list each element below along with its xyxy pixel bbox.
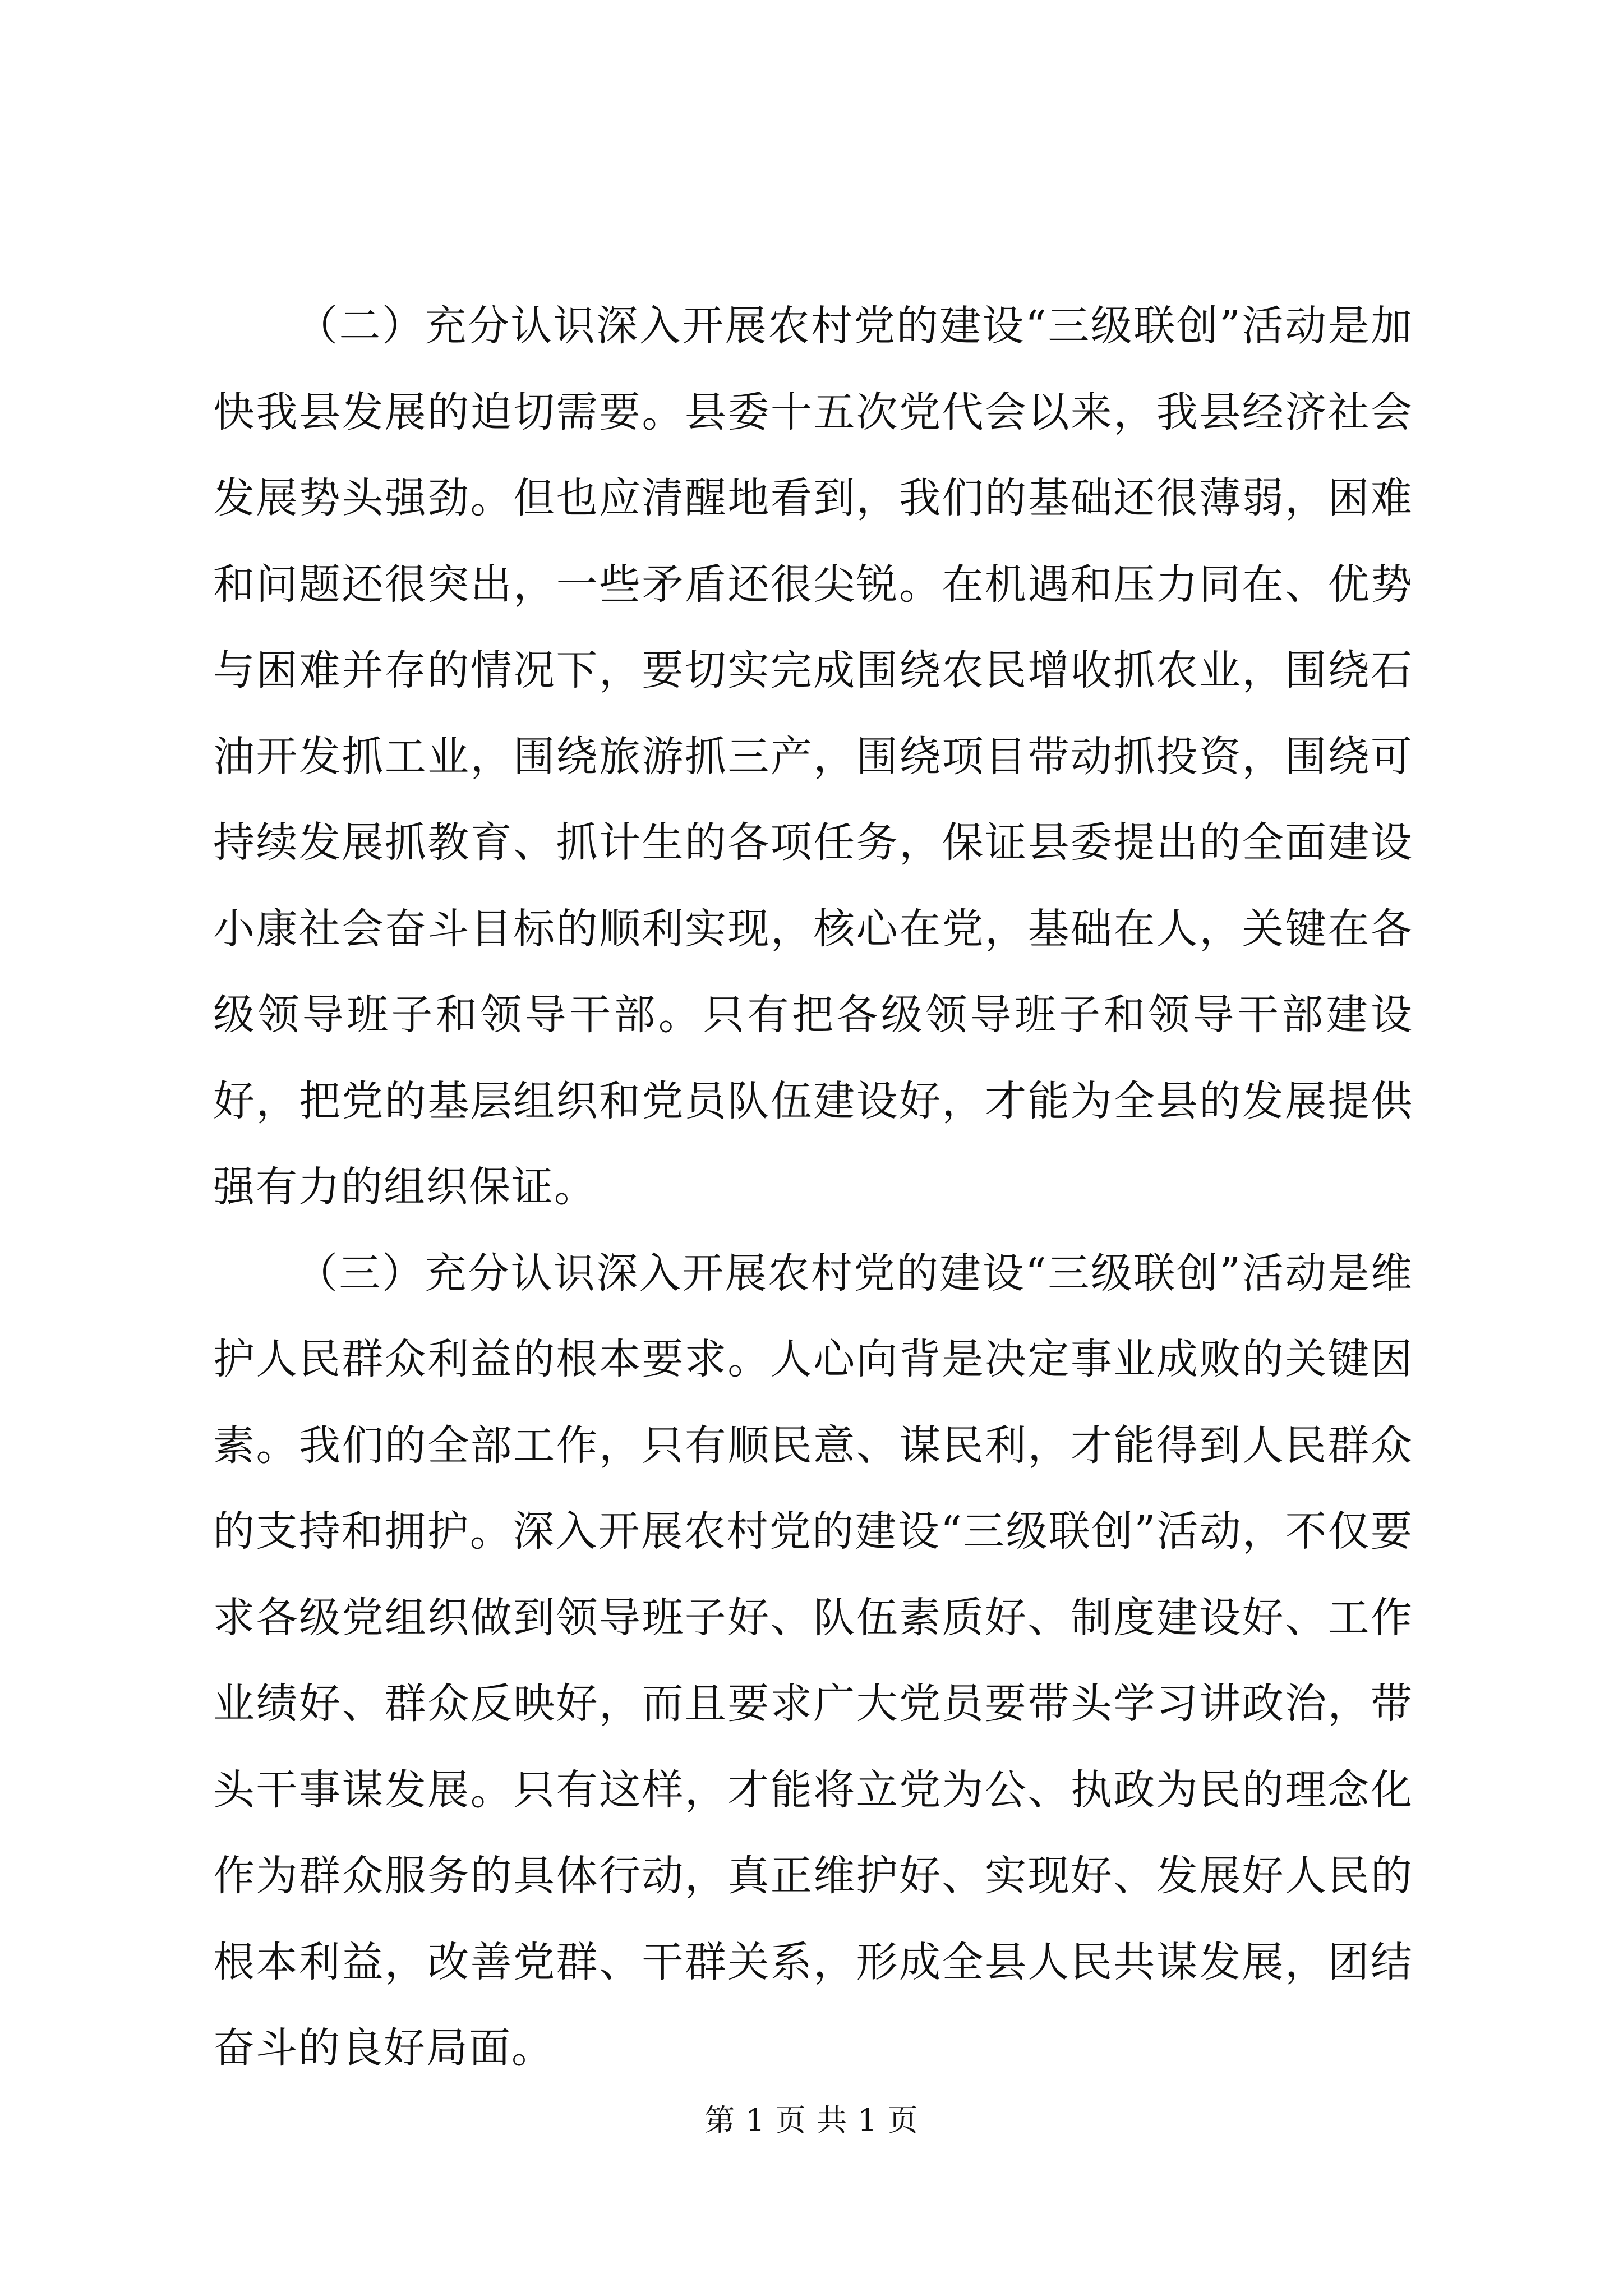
document-body (213, 283, 1413, 2092)
paragraph-three: （三）充分认识深入开展农村党的建设“三级联创”活动是维护人民群众利益的根本要求。人心向背是决定事业成败的关键因素。我们的全部工作，只有顺民意、谋民利，才能得到人民群众的支持和拥护。深入开展农村党的建设“三级联创”活动，不仅要求各级党组织做到领导班子好、队伍素质好、制度建设好、工作业绩好、群众反映好，而且要求广大党员要带头学习讲政治，带头干事谋发展。只有这样，才能将立党为公、执政为民的理念化作为群众服务的具体行动，真正维护好、实现好、发展好人民的根本利益，改善党群、干群关系，形成全县人民共谋发展，团结奋斗的良好局面。 (213, 1249, 1413, 2072)
paragraph-two: （二）充分认识深入开展农村党的建设“三级联创”活动是加快我县发展的迫切需要。县委十五次党代会以来，我县经济社会发展势头强劲。但也应清醒地看到，我们的基础还很薄弱，困难和问题还很突出，一些矛盾还很尖锐。在机遇和压力同在、优势与困难并存的情况下，要切实完成围绕农民增收抓农业，围绕石油开发抓工业，围绕旅游抓三产，围绕项目带动抓投资，围绕可持续发展抓教育、抓计生的各项任务，保证县委提出的全面建设小康社会奋斗目标的顺利实现，核心在党，基础在人，关键在各级领导班子和领导干部。只有把各级领导班子和领导干部建设好，把党的基层组织和党员队伍建设好，才能为全县的发展提供强有力的组织保证。 (213, 302, 1413, 1211)
page-footer: 第 1 页 共 1 页 (704, 2102, 919, 2138)
